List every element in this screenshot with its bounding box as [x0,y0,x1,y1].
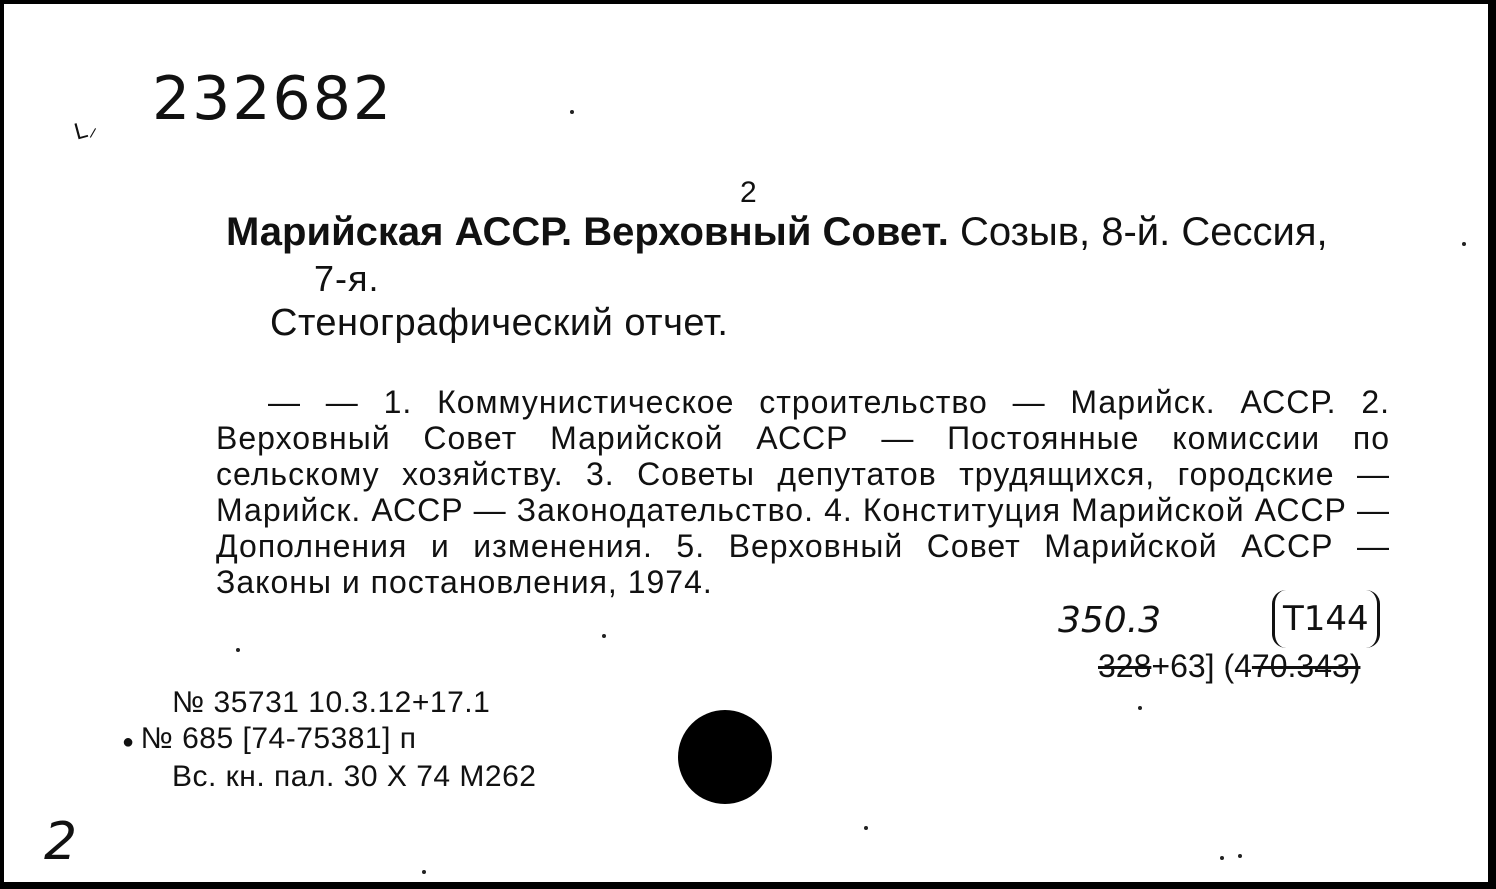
meta-line-3: Вс. кн. пал. 30 X 74 М262 [172,760,537,793]
card-heading [226,210,1328,255]
heading-bold: Марийская АССР. Верховный Совет. [226,210,949,254]
shelf-mark-bracketed: T144 [1272,590,1380,648]
subtitle: Стенографический отчет. [270,302,729,344]
speck [1462,242,1466,246]
speck [422,870,426,874]
speck [864,826,868,830]
classification-rest: +63] (4 [1151,648,1252,684]
check-mark: ᒪ⸝ [71,115,101,146]
speck [1138,706,1142,710]
meta-line-1: № 35731 10.3.12+17.1 [172,686,491,719]
speck [236,648,240,652]
shelf-mark-handwritten: 350.3 [1058,600,1162,641]
catalog-card [4,4,1488,882]
classification-index [1098,648,1360,685]
classification-crossed: 328 [1098,648,1152,684]
speck [570,110,574,114]
notes-body: 2. Верховный Совет Марийской АССР — Постоянные комиссии по сельскому хозяйству. 3. Советы депутатов трудящихся, городские — Марийск. АССР — Законодательство. 4. Конституция Марийской АССР — Дополнения и изменения. 5. Верховный Совет Марийской АССР — Законы и постановления, 1974. [216,384,1391,600]
notes-lead: — — 1. Коммунистическое строительство — Марийск. АССР. [268,384,1337,420]
classification-crossed-2: 70.343) [1251,648,1361,684]
inventory-number: 232682 [152,64,394,134]
speck [1220,856,1224,860]
subject-notes [216,384,1390,600]
punch-hole [678,710,772,804]
heading-regular: Созыв, 8-й. Сессия, [948,210,1328,254]
bullet-icon: ● [122,731,135,753]
page-number: 2 [740,176,757,209]
speck [602,634,606,638]
speck [1238,854,1242,858]
corner-mark: 2 [44,812,78,872]
meta-line-2: ● № 685 [74-75381] п [122,722,417,755]
heading-continuation: 7-я. [314,258,380,299]
